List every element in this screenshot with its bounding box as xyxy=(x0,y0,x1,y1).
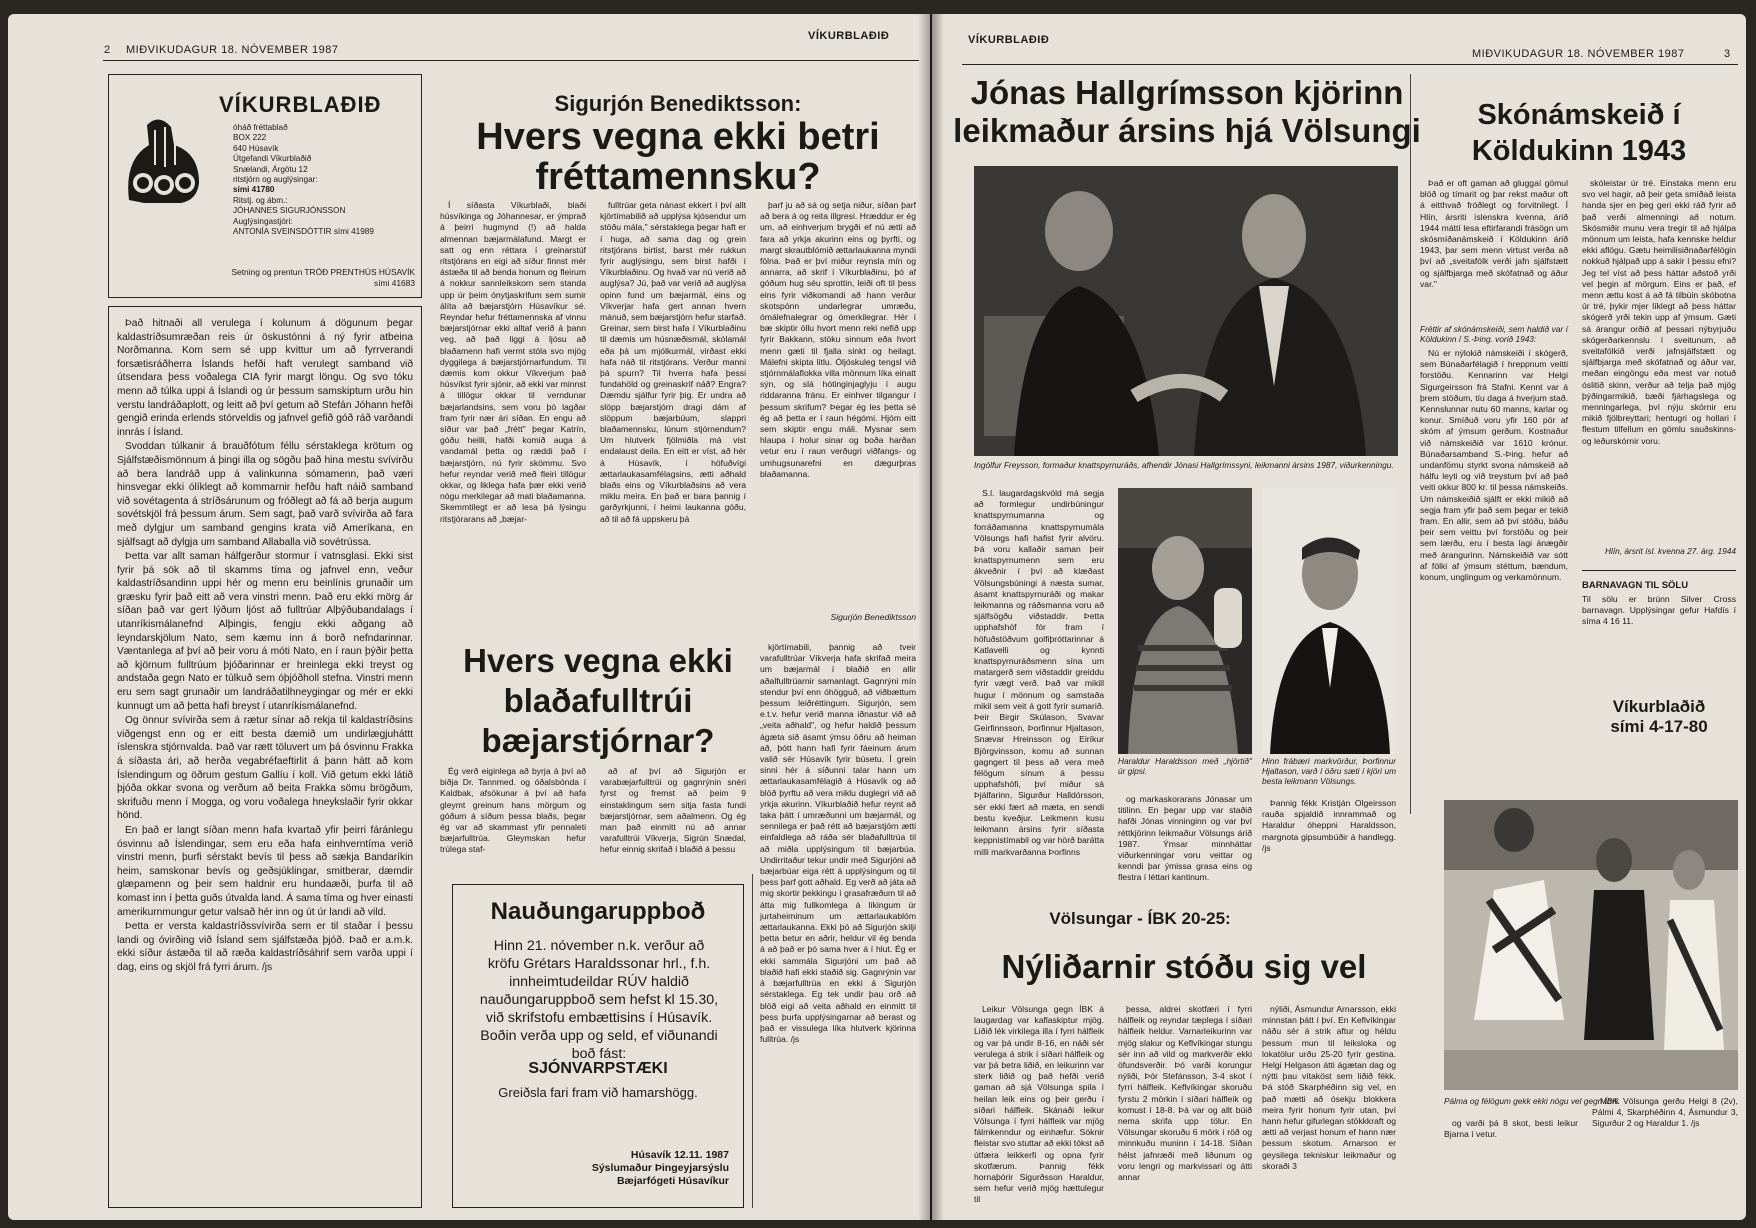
editorial-paragraph: Það hitnaði all verulega í kolunum á dögunum þegar kaldastríðsumræðan reis úr öskustónni á ný fyrir atbeina Norðmanna. Kom sem sé upp kvittur um að fyrrverandi forsætisráðherra Íslands hefði haft verulegt samband við útsendara þess voðalega CIA fyrir margt löngu. Og svo tóku menn að túlka uppi á Íslandi og úr þessum samskiptum urðu hin verstu landráðaplott, og leitt að því getum að Stefán Jóhann hefði gengið erinda erlends stórveldis og jafnvel gefið góð ráð varðandi innrás í Ísland. xyxy=(117,318,413,438)
match-results xyxy=(1592,1096,1738,1208)
auction-ad-signoff xyxy=(493,1149,729,1188)
lead-text: Þannig fékk Kristján Olgeirsson rauða spjaldið innrammað og Haraldur óheppni Haraldsson, margnota gipsumbúðir á handlegg. /js xyxy=(1262,798,1396,853)
editorial-paragraph: Þetta var allt saman hálfgerður stormur í vatnsglasi. Ekki sist fyrir þá sök að til skamms tíma og jafnvel enn, veður kaldastríðsandinn uppi hér og menn eru beinlínis grunaðir um græsku fyrir það eitt að vera vinstri menn. Það eru ekki mörg ár síðan það var gert lýðum ljóst að fulltrúar Alþýðubandalags í utanríkismálanefnd Alþingis, fengju ekki aðgang að leyndarskjölum Nato, sem kæmu inn á borð nefndarinnar. Væntanlega af því að þeir voru á móti Nato, en í raun þýðir þetta að kjörnum fulltrúum þjóðarinnar er hreinlega ekki treyst og andstaða gegn Nato er túlkuð sem óþjóðholl stefna. Vinstri menn eru sem sagt grunaðir um landráðatilhneygingar og mér er ekki kunnugt um að þetta hafi breyst í utanríkismálanefnd. xyxy=(117,551,413,712)
right-top-rule xyxy=(962,64,1738,65)
masthead-line: Setning og prentun TRÖÐ PRENTHÚS HÚSAVÍK xyxy=(231,267,415,277)
right-paper-name: VÍKURBLAÐIÐ xyxy=(968,34,1050,46)
match-column-1 xyxy=(974,1004,1104,1208)
masthead-line: Ritstj. og ábm.: xyxy=(233,195,288,205)
masthead-line: sími 41780 xyxy=(233,185,275,195)
lead-column-3 xyxy=(1262,798,1396,894)
player-photo-thorfinnur xyxy=(1262,488,1396,754)
classified-text: Til sölu er brúnn Silver Cross barnavagn. Upplýsingar gefur Hafdís í síma 4 16 11. xyxy=(1582,594,1736,627)
masthead-line: óháð fréttablað xyxy=(233,123,288,132)
auction-ad-box xyxy=(452,884,744,1208)
auction-ad-terms: Greiðsla fari fram við hamarshögg. xyxy=(498,1085,698,1100)
lead-text: S.l. laugardagskvöld má segja að formlegur undirbúningur knattspyrnumanna og forráðamanna knattspyrnumála Völsungs hafi hafist fyrir alvöru. Þá voru kallaðir saman þeir knattspyrnumenn sem eru ákveðnir í því að klæðast Völsungsbúningi á næsta sumar, ásamt knattspyrnuráði og makar leikmanna og ráðsmanna voru að sjálfsögðu viðstaddir. Þetta upphafshóf fór fram í höfuðstöðvum golfiþróttarinnar á Katlavelli og kynnti knattspyrnuráðsmenn sína um matargerð sem viðstaddir greiddu fyrir vægt verð. Það var mikill hugur í mönnum og samstaða mikil sem veit á gott fyrir sumarið. Þeir Birgir Skúlason, Svavar Geirfinnsson, Þorfinnur Hjaltason, Snævar Hreinsson og Eiríkur Björgvinsson, komu að sunnan gagngert til þess að vera með félögum sínum á þessu upphafshófi, því miður sá Þjálfarinn, Sigurður Halldórsson, sér ekki fært að mæta, en sendi bestu kveðjur. Leikmenn kusu leikmann ársins fyrir síðasta keppnistímabil og var hörð barátta milli markvarðanna Þorfinns xyxy=(974,488,1104,857)
masthead-line: ritstjórn og auglýsingar: xyxy=(233,175,318,185)
handball-photo xyxy=(1444,800,1738,1090)
sidebar-divider xyxy=(1410,74,1411,814)
left-page xyxy=(8,14,930,1220)
match-headline: Nýliðarnir stóðu sig vel xyxy=(1001,948,1367,985)
phone-ad-number: sími 4-17-80 xyxy=(1610,717,1708,736)
thorfinnur-photo-caption: Hinn frábæri markvörður, Þorfinnur Hjaltason, varð í öðru sæti í kjöri um besta leikmann Völsungs. xyxy=(1262,756,1396,786)
sidebar-headline-2: Köldukinn 1943 xyxy=(1471,135,1687,167)
sidebar-column-1 xyxy=(1420,178,1568,289)
right-dateline: MIÐVIKUDAGUR 18. NÓVEMBER 1987 xyxy=(1472,48,1685,60)
auction-ad-office: Sýslumaður Þingeyjarsýslu xyxy=(591,1162,729,1174)
phone-ad-name: Víkurblaðið xyxy=(1612,697,1706,716)
match-text: og varði þá 8 skot, besti leikur Bjarna í vetur. xyxy=(1444,1118,1578,1140)
article-text: fulltrúar geta nánast ekkert í því allt kjörtímabilið að upplýsa kjósendur um stöðu mála," sérstaklega þegar haft er í huga, að sama dag og grein ritstjórans birtist, barst mér rukkun fyrir auglýsingu, sem birst hafði í Víkurblaðinu. Og hvað var nú verið að auglýsa? Jú, það var verið að auglýsa opinn fund um bæjarmál, eins og Víkverjar hafa gert annan hvern mánuð, sem bæjarstjórn hefur starfað. Greinar, sem birst hafa í Víkurblaðinu til dæmis um húsnæðismál, skólamál eða þá um mjólkurmál, virðast ekki hafa náð til ritstjórans. Verður manni þá spurn? Til hverra hafa þessi fundahöld og greinaskrif náð? Engra? Dæmdu sjálfur fyrir þig. Er undra að slöpp bæjarstjórn dragi dám af slöppum bæjarbúum, slappri blaðamennsku, lúnum stjórnendum? Um hlutverk fjölmiðla má vist endalaust deila. En eitt er víst, að hér á Húsavík, í höfuðvígi ættarlaukasamfélagsins, ætti aðhald blaðs eins og Víkurblaðsins að vera miklu meira. En það er bara þannig í garðyrkjunni, í heimi laukanna góðu, að til að fá uppskeru þá xyxy=(600,200,746,524)
editorial-box xyxy=(108,306,422,1208)
lead-headline-2: leikmaður ársins hjá Völsungi xyxy=(953,112,1421,149)
masthead-line: 640 Húsavík xyxy=(233,143,279,153)
article2-text: Ég verð eiginlega að byrja á því að biðja Dr. Tannmed. og óðalsbónda í Kaldbak, afsökunar á því að hafa gleymt greinum hans mörgum og góðum á síðum þessa blaðs, þegar ég var að skammast yfir pennaleti bæjarfulltrúa. Gleymskan hefur trúlega staf- xyxy=(440,766,586,855)
match-results-text: Mörk Völsunga gerðu Helgi 8 (2v), Pálmi 4, Skarphéðinn 4, Ásmundur 3, Sigurður 2 og Haraldur 1. /js xyxy=(1592,1096,1738,1129)
article-byline: Sigurjón Benediktsson: xyxy=(554,91,802,116)
editorial-paragraph: Og önnur svívirða sem á rætur sínar að rekja til kaldastríðsins viðgengst enn og er eitt besta dæmið um undirlægjuháttt íslenskra stjórnvalda. Það var rætt töluvert um þá ósvinnu Frakka á síðasta ári, að herða vegabréfaeftirlit á þann hátt að kom Íslendingum og öðrum gestum Gallíu í koll. Við getum ekki látið þjóða okkar svona og verðum að beita Frakka sömu brögðum, skrifuðu menn í Mogga, og voru voðalega hneykslaðir fyrir okkar hönd. xyxy=(117,715,413,822)
match-column-2 xyxy=(1118,1004,1252,1208)
editorial-text xyxy=(117,317,413,1201)
masthead-title: VÍKURBLAÐIÐ xyxy=(219,92,382,117)
masthead-line: BOX 222 xyxy=(233,133,267,143)
player-photo-haraldur xyxy=(1118,488,1252,754)
article-headline-1: Hvers vegna ekki betri xyxy=(476,116,880,158)
haraldur-photo-caption: Haraldur Haraldsson með „hjörtið" úr gipsi. xyxy=(1118,756,1252,776)
award-photo xyxy=(974,166,1398,456)
player-photo-thorfinnur-image xyxy=(1262,488,1396,754)
article2-column-3 xyxy=(760,642,916,1208)
award-photo-image xyxy=(974,166,1398,456)
viking-ship-logo xyxy=(119,105,209,215)
article-column-2 xyxy=(600,200,746,626)
editorial-paragraph: En það er langt síðan menn hafa kvartað yfir þeirri fáránlegu ósvinnu að Íslendingar, sem eru eða hafa einhverntíma verið vinstri menn, þurfi sérstakt bevís til þess að sækja Bandaríkin heim, samskonar bevís og geðsjúklingar, smitberar, dæmdir glæpamenn og þeir sem haldnir eru hundaæði, þurfa til að komast inn í þetta guðs útvalda land. Á sama tíma og hver einasti amerikurnmungur getur valsað hér inn og út úr landi að vild. xyxy=(117,824,413,918)
classified-rule xyxy=(1582,570,1736,571)
right-page xyxy=(932,14,1746,1220)
sidebar-text: Það er oft gaman að gluggaí gömul blöð og tímarit og þar rekst maður oft á eitthvað fróðlegt og forvitnilegt. Í Hlín, ársriti íslenskra kvenna, árið 1944 máttí lesa eftirfarandi frásögn um skósmíðanámskeið í Köldukinn árið 1943, þar sem menn virtust verða að því að „sveitafólk verði jafn sjálfstætt og sjálfbjarga með skófatnað og áður var." xyxy=(1420,178,1568,289)
masthead-line: JÓHANNES SIGURJÓNSSON xyxy=(233,206,346,216)
article-text: Í síðasta Víkurblaði, blaði húsvíkinga og Jóhannesar, er ýmprað á þeirri hugmynd (!) að halda almennan bæjarmálafund. Margt er satt og enn réttara í greinarstúf ritstjórans en eigi að síður finnst mér ástæða til að benda honum og fleirum á nokkur sannleikskorn sem standa upp úr þeim ónytjaskrifum sem sumir álíta að bæjarstjórn Húsavíkur sé. Reyndar hefur fréttamennska af vinnu bæjarstjórnar ekki alltaf verið á þann veg, að það liggi á ljósu að blaðamenn hafi vermt stóla svo mjög dyggilega á bæjarstjórnarfundum. Til dæmis kom okkur Víkverjum það húsvíkst fyrir sjónir, að ekki var minnst á tillögur okkar til verndunar bæjarlandsins, sem voru þó lagðar fram fyrir nær ári síðan. En engu að síður var það „frétt" þegar Katrín, góðu heilli, hafði komið auga á vandamál þetta og ræddi það í bæjarstjórn, nú fyrir skömmu. Svo hefur reyndar verið með fleiri tillögur okkar, og liklega hafa þær ekki verið nógu merkilegar að mati blaðamanna. Skemmtilegt er að lesa þá lýsingu ritstjórarans að „bæjar- xyxy=(440,200,586,524)
left-page-number: 2 xyxy=(104,44,111,56)
lead-column-1 xyxy=(974,488,1104,894)
masthead-line: sími 41683 xyxy=(374,277,415,288)
sidebar-column-1b xyxy=(1420,348,1568,780)
article2-column-2 xyxy=(600,766,746,866)
masthead-line: ANTONÍA SVEINSDÓTTIR sími 41989 xyxy=(233,227,374,237)
article-column-3 xyxy=(760,200,916,610)
right-page-number: 3 xyxy=(1724,48,1731,60)
column-divider xyxy=(752,874,753,1208)
match-kicker: Völsungar - ÍBK 20-25: xyxy=(1049,909,1231,928)
sidebar-quote-credit: Fréttir af skónámskeiði, sem haldið var í Köldukinn í S.-Þing. vorið 1943: xyxy=(1420,324,1568,344)
auction-ad-office: Bæjarfógeti Húsavíkur xyxy=(616,1175,729,1187)
article2-text: að af því að Sigurjón er varabæjarfulltrúi og gagnrýnin snéri fyrst og fremst að þeim 9 einstaklingum sem sitja fasta fundi bæjarstjórnar, sem aðalmenn. Og ég man það einmitt nú að annar varafulltrúi Víkverja, Sigrún Snædal, hefur einnig skrifað í blaðið á þessu xyxy=(600,766,746,855)
classified-body xyxy=(1582,594,1736,638)
auction-ad-date: Húsavík 12.11. 1987 xyxy=(630,1149,729,1161)
player-photo-haraldur-image xyxy=(1118,488,1252,754)
lead-column-2 xyxy=(1118,794,1252,894)
masthead-details xyxy=(233,123,413,237)
sidebar-text: skóleistar úr tré. Einstaka menn eru svo vel hagir, að þeir geta smíðað leista handa sjer en þeg geri ekki ráð fyrir að það verði almenningi að notum. Skósmiðir munu vera tregir til að hjálpa mönnum um leista, hafa kennske heldur ekki aflögu. Gætu heimilisiðnaðarfélögin nokkuð hjálpað upp á sakir í þessu efni? Jeg tel víst að þess háttar aðstoð yrði vel þegin af mörgum. Eins er það, ef menn ættu kost á að fá tilbúin skóbotna úr tré, þykir mjer líklegt að þess háttar skógerð yrði tekin upp af ýmsum. Gæti sá árangur orðið af þessari nýbyrjuðu skógerðarkennslu í sveitunum, að sveitafólkið verði jafnsjálfstætt og sjálfbjarga með skófatnað og áður var, meðan eingöngu eða mest var notuð óslitið skinn, verður að telja það mjög þýðingarmikið, bæði fjárhagslega og menningarlega, því nýju skórnir eru mikið fjölbreyttari; hentugri og hollari í flestum tilfellum en gömlu sauðskinns- og leðurskórnir voru. xyxy=(1582,178,1736,446)
editorial-paragraph: Svoddan túlkanir á brauðfótum féllu sérstaklega krötum og Sjálfstæðismönnum á þingi illa og sögðu það hina mestu svívirðu að bera landráð upp á valinkunna sómamenn, það væri hinsvegar ekki ólíklegt að kommarnir hefðu haft náið samband við sovétagenta á stríðsárunum og fróðlegt að fá að berja augum sovétskjöl frá þessum árum. Sem sagt, það varð svívirða að fara með dylgjur um samband gengins krata við Ameríkana, en sjálfsagt að dylgja um samband Allaballa við sovétrússa. xyxy=(117,441,413,548)
editorial-paragraph: Þetta er versta kaldastríðssvívirða sem er til staðar í þessu landi og óvirðing við Ísland sem sjálfstæða þjóð. Það er a.m.k. ekki síður ástæða til að ræða kaldastríðsáhrif sem varða uppi í dag, eins og skjöl frá fyrri árum. /js xyxy=(117,921,413,973)
article2-text: kjörtímabili, þannig að tveir varafulltrúar Víkverja hafa skrifað meira um bæjarmál í blaðið en allir aðalfulltrúarnir samanlagt. Gagnrýni mín stendur því enn óhögguð, að viðbættum þessum leiðréttingum. Sigurjón, sem e.t.v. hefur verið manna iðnastur við að „veita aðhald", og hefur haldið þessum ágæta sið ásamt ýmsu öðru að heiman að, þótt hann hafi fyrir fáeinum árum valið sér Húsavík fyrir búsetu. Í grein sinni hér á síðunni talar hann um ættarlaukasamfélagið á Húsavík og að blöð þyrftu að vera miklu duglegri við að yrkja akurinn. Víkurblaðið hefur reynt að taka þátt í umræðunni um bæjarmál, og sennilega er það rétt að bæjarstjórn ætti einfaldlega að ráða sér blaðafulltrúa til að miðla upplýsingum til bæjarbúa. Undirritaður tekur undir með Sigurjóni að bæjarbúar eiga rétt á upplýsingum og til þess þarf gott aðhald. Eg verð að játa að mig skortir þekkingu í grasafræðum til að átta mig fullkomlega á líkingum úr jurtaheiminum um ættarlaukablóm ættarlaukanna. Ekki þó að Sigurjón skilji þetta betur en aðrir, heldur vil ég benda á að það er þó sama hver á í hlut. Ég er ekki sammála Sigurjóni um það að blaðið hafi ekki staðið sig. Gagnrýnin var á bæjarfulltrúa en ekki á Sigurjón sérstaklega. Eg tek undir þau orð að blöð eigi að veita aðhald en einmitt til þess þurfa upplýsingarnar að berast og það er vissulega líka hlutverk kjörinna fulltrúa. /js xyxy=(760,642,916,1045)
award-photo-caption: Ingólfur Freysson, formaður knattspyrnuráðs, afhendir Jónasi Hallgrímssyni, leikmanni ársins 1987, viðurkenningu. xyxy=(974,460,1394,470)
match-column-3 xyxy=(1262,1004,1396,1208)
article2-headline-2: blaðafulltrúi xyxy=(503,682,693,719)
lead-headline-1: Jónas Hallgrímsson kjörinn xyxy=(970,74,1404,111)
handball-photo-image xyxy=(1444,800,1738,1090)
page-gutter xyxy=(918,14,944,1220)
auction-ad-title: Nauðungaruppboð xyxy=(490,898,706,925)
match-column-4 xyxy=(1444,1118,1578,1214)
article2-column-1 xyxy=(440,766,586,866)
left-top-rule xyxy=(103,60,919,61)
sidebar-credit: Hlín, ársrit ísl. kvenna 27. árg. 1944 xyxy=(1605,546,1736,556)
masthead-printer xyxy=(135,267,415,288)
sidebar-headline-1: Skónámskeið í xyxy=(1477,99,1681,131)
match-text: nýliði, Ásmundur Arnarsson, ekki minnstan þátt í því. En Keflvíkingar náðu sér á strik aftur og héldu þessum mun til leiksloka og lokatölur urðu 25-20 fyrir gestina. Helgi Helgason átti ágætan dag og nýtti þau vítaköst sem liðið fékk. Þá stóð Skarphéðinn sig vel, en það mætti að ósekju blokkera meira fyrir honum fyrir utan, því hann hefur gifurlegan stökkkraft og ætti að verjast honum ef hann nær þessum skotum. Arnarson er geysilega tekniskur leikmaður og skoraði 3 xyxy=(1262,1004,1396,1171)
article-headline-2: fréttamennsku? xyxy=(535,156,821,198)
classified-title: BARNAVAGN TIL SÖLU xyxy=(1582,580,1689,591)
article-column-1 xyxy=(440,200,586,626)
auction-ad-item: SJÓNVARPSTÆKI xyxy=(528,1060,668,1077)
left-paper-name: VÍKURBLAÐIÐ xyxy=(808,30,890,42)
masthead-line: Auglýsingastjóri: xyxy=(233,216,293,226)
article-signature: Sigurjón Benediktsson xyxy=(830,612,916,622)
article2-headline-3: bæjarstjórnar? xyxy=(481,722,715,759)
sidebar-column-2 xyxy=(1582,178,1736,552)
masthead-line: Snælandi, Árgötu 12 xyxy=(233,164,308,174)
left-dateline: MIÐVIKUDAGUR 18. NÓVEMBER 1987 xyxy=(126,44,339,56)
masthead-line: Útgefandi Víkurblaðið xyxy=(233,154,312,164)
article-text: þarf ju að sá og setja niður, síðan þarf að bera á og reita illgresi. Hræddur er ég um, að einhverjum brygði ef nú ætti að fara að yrkja akurinn eins og þyrfti, og margt skrautblómið ættarlaukanna myndi fölna. Það er því miður reynsla mín og annarra, að skrif í Víkurblaðinu, þó af góðum hug séu sprottin, leiði oft til þess eins fyrir viðkomandi að hann verður skotspónn undarlegrar umræðu, ómálefnalegrar og ómerkilegrar. Hér í bæ skiptir öllu hvort menn reki nefið upp fyrir Bakkann, stöku sinnum eða hvort menn gæti til fjalla sinkt og heilagt. Málefni skipta litlu. Óljóskuleg tengsl við stjórnmálaflokka villa mönnum líka einatt sýn, og slá hótinginjaglyju í augu riddaranna fránu. Er einhver tilgangur í þessum skrifum? Þegar ég les þetta sé ég að þetta er í raun hégómi. Hjóm eitt sem skiptir engu máli. Mysnar sem hlaupa í holur sinar og boða harðan vetur eru í raun verðugri viðfangs- og umhugsunarefni en dægurþras blaðamanna. xyxy=(760,200,916,479)
article2-headline-1: Hvers vegna ekki xyxy=(463,642,733,679)
match-text: Leikur Völsunga gegn ÍBK á laugardag var kaflaskiptur mjög. Liðið lék virkilega illa í fyrri hálfleik og var þá undir 8-16, en náði sér verulega á strik í síðari hálfleik og var þá betra liðið, en leikurinn var sterk liðið og það hefði verið gaman að sjá Völsunga spila í heilan leik eins og þeir gerðu í síðari hálfleik. Skánaði leikur Völsunga í fyrri hálfleik var mjög fálmkenndur og einhæfur. Sóknir fleistar svo stuttar að ekki tókst að útfæra leikkerfi og opna fyrir skotfærum. Þannig fékk hornaþórir Sigurðsson Haraldur, sem hefur verið mjög hættulegur til xyxy=(974,1004,1104,1205)
sidebar-text: Nú er nýlokið námskeiði í skógerð, sem Búnaðarfélagið í hreppnum veitti forstöðu. Kennarinn var Helgi Sigurgeirsson frá Stafni. Kennt var á þrem stöðum, tíu daga á hverjum stað. Kennslunnar nutu 60 manns, karlar og konur. Smíðuð voru yfir 160 pör af skóm af ýmsum gerðum. Kostnaður við námskeiðið var 1610 krónur. Búnaðarsamband S.-Þing. hefur að undanförnu styrkt svona námskeið að hálfu leyti og við treystum því að það veiti okkur 800 kr. til þessa námskeiðs. Um námskeiðið sjálft er ekki mikið að segja fram yfir það sem þegar er tekið fram. En allir, sem að því stóðu, báðu þeir sem veittu því forstöðu og þeir sem lærðu, eru í besta lagi ánægðir með árangurinn. Námskeiðið var sótt af fólki af ýmsum stéttum, bændum, konum, unglingum og verkamönnum. xyxy=(1420,348,1568,583)
match-text: þessa, aldrei skotfæri í fyrri hálfleik og reyndar tæplega í síðari hálfleik heldur. Varnarleikurinn var mjög slakur og Keflvíkingar stungu sér inn að vild og markverðir ekki öfundsverðir. Þó varði korungur nýliði, Þór Stefánsson, 3-4 skot í fyrri hálfleik. Keflvíkingar skoruðu fyrstu 2 mörkin í síðari hálfleik og komust í 18-8. Þá var og allt búið nema skrifa upp tölur. En Völsungar skoruðu 6 mörk í röð og minnkuðu muninn í 14-18. Síðan hélst jafnræði með liðunum og voru lengri og markvissari og átti annar xyxy=(1118,1004,1252,1183)
masthead-box xyxy=(108,74,422,298)
lead-text: og markaskorarans Jónasar um titilinn. En þegar upp var staðið hafði Jónas vinninginn og var því réttkjörinn leikmaður Völsungs árið 1987. Ýmsar minnháttar viðurkenningar voru veittar og kenndi þar ýmissa grasa eins og flestra í léttari kantinum. xyxy=(1118,794,1252,883)
handball-photo-caption: Pálma og félögum gekk ekki nógu vel gegn ÍBK. xyxy=(1444,1096,1621,1106)
auction-ad-body: Hinn 21. nóvember n.k. verður að kröfu Grétars Haraldssonar hrl., f.h. innheimtudeildar RÚV haldið nauðungaruppboð sem hefst kl 15.30, við skrifstofu embættisins í Húsavík. Boðin verða upp og seld, ef viðunandi boð fást: xyxy=(479,938,719,1062)
